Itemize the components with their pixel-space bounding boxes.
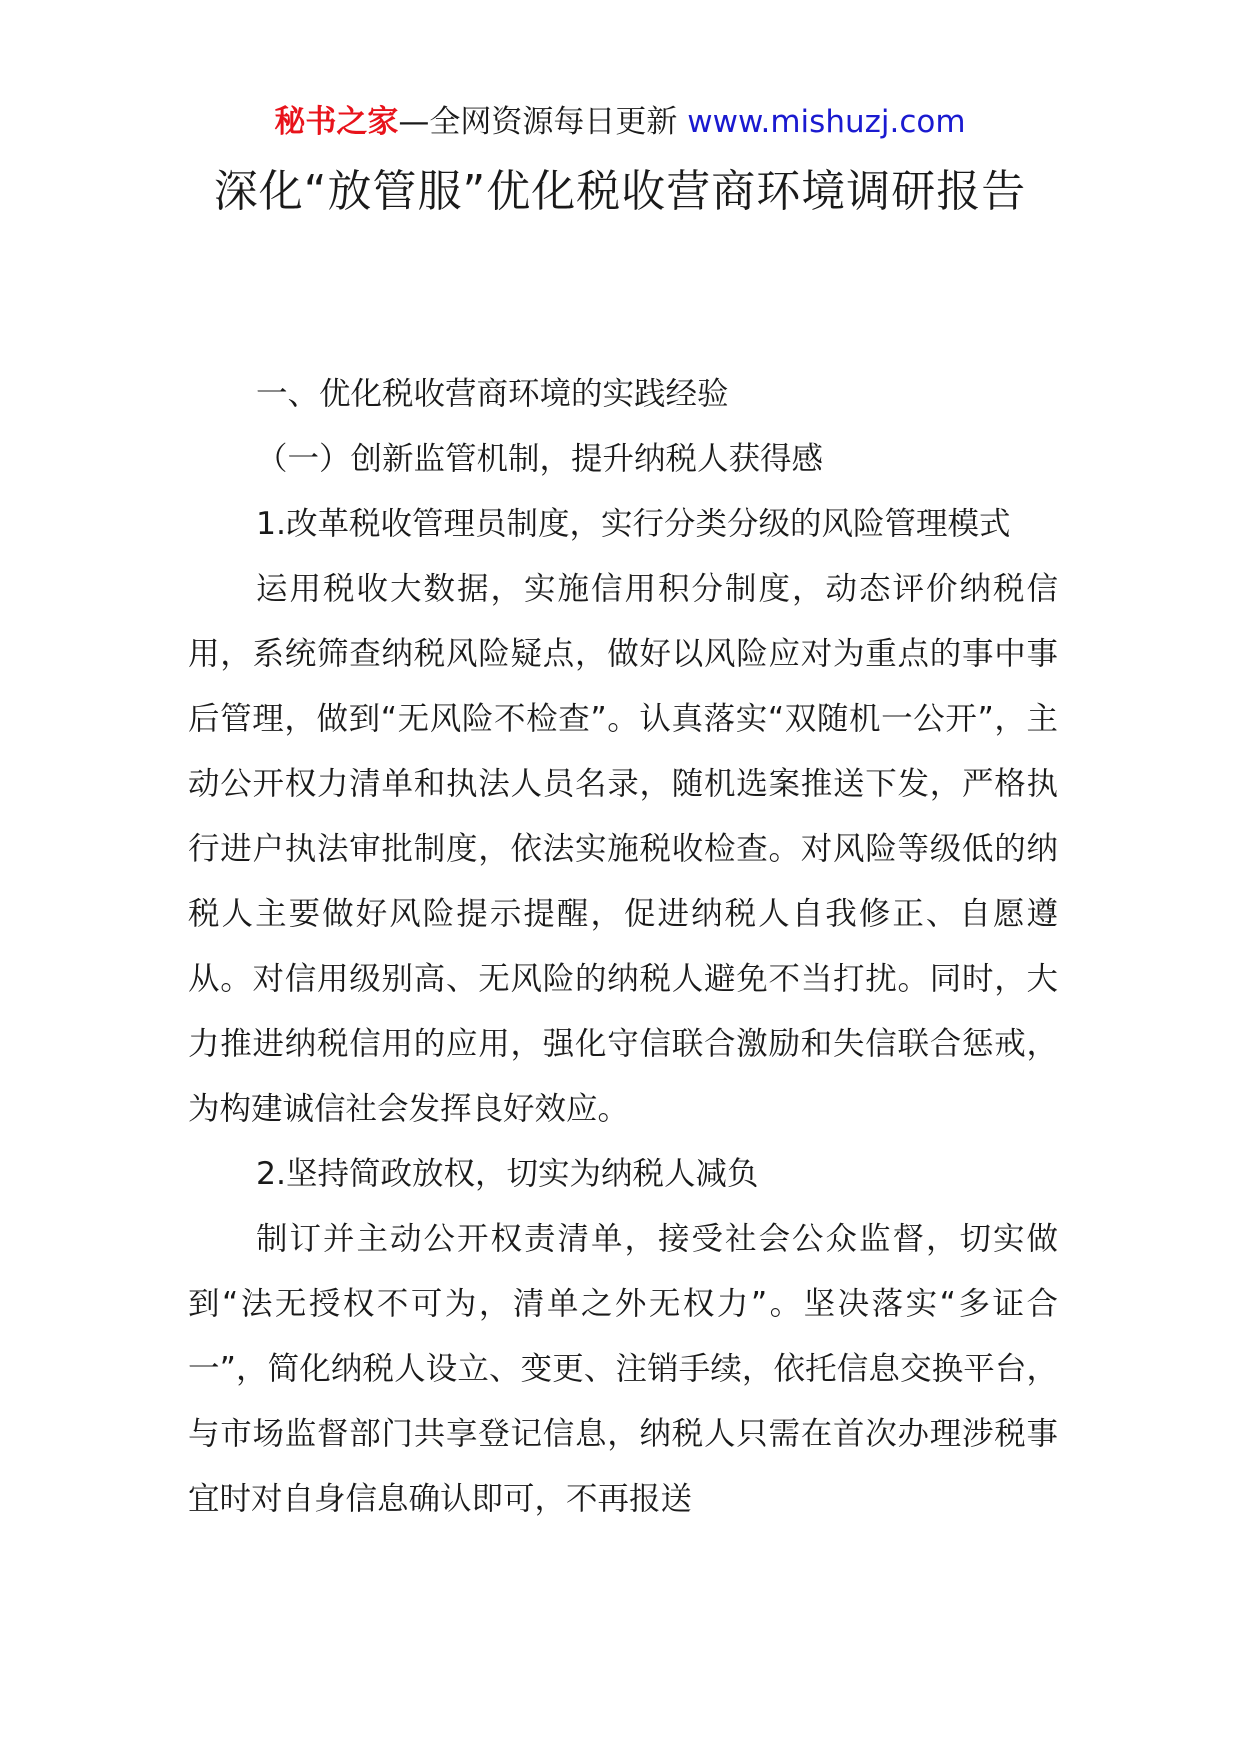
item-paragraph-1: 运用税收大数据，实施信用积分制度，动态评价纳税信用，系统筛查纳税风险疑点，做好以风险应对为重点的事中事后管理，做到“无风险不检查”。认真落实“双随机一公开”，主动公开权力清单和执法人员名录，随机选案推送下发，严格执行进户执法审批制度，依法实施税收检查。对风险等级低的纳税人主要做好风险提示提醒，促进纳税人自我修正、自愿遵从。对信用级别高、无风险的纳税人避免不当打扰。同时，大力推进纳税信用的应用，强化守信联合激励和失信联合惩戒，为构建诚信社会发挥良好效应。 [188, 571, 1058, 1127]
item-paragraph-2: 制订并主动公开权责清单，接受社会公众监督，切实做到“法无授权不可为，清单之外无权力”。坚决落实“多证合一”，简化纳税人设立、变更、注销手续，依托信息交换平台，与市场监督部门共享登记信息，纳税人只需在首次办理涉税事宜时对自身信息确认即可，不再报送 [188, 1221, 1058, 1517]
header-brand: 秘书之家 [274, 104, 399, 140]
section-heading: 一、优化税收营商环境的实践经验 [256, 376, 729, 412]
subsection-heading: （一）创新监管机制，提升纳税人获得感 [256, 441, 824, 477]
header-tagline: —全网资源每日更新 [398, 104, 688, 140]
item-heading-1: 1.改革税收管理员制度，实行分类分级的风险管理模式 [256, 506, 1011, 542]
watermark-header [0, 100, 1240, 144]
document-title: 深化“放管服”优化税收营商环境调研报告 [213, 166, 1027, 217]
item-heading-2: 2.坚持简政放权，切实为纳税人减负 [256, 1156, 759, 1192]
document-body [188, 362, 1058, 1532]
header-url[interactable]: www.mishuzj.com [687, 104, 966, 140]
